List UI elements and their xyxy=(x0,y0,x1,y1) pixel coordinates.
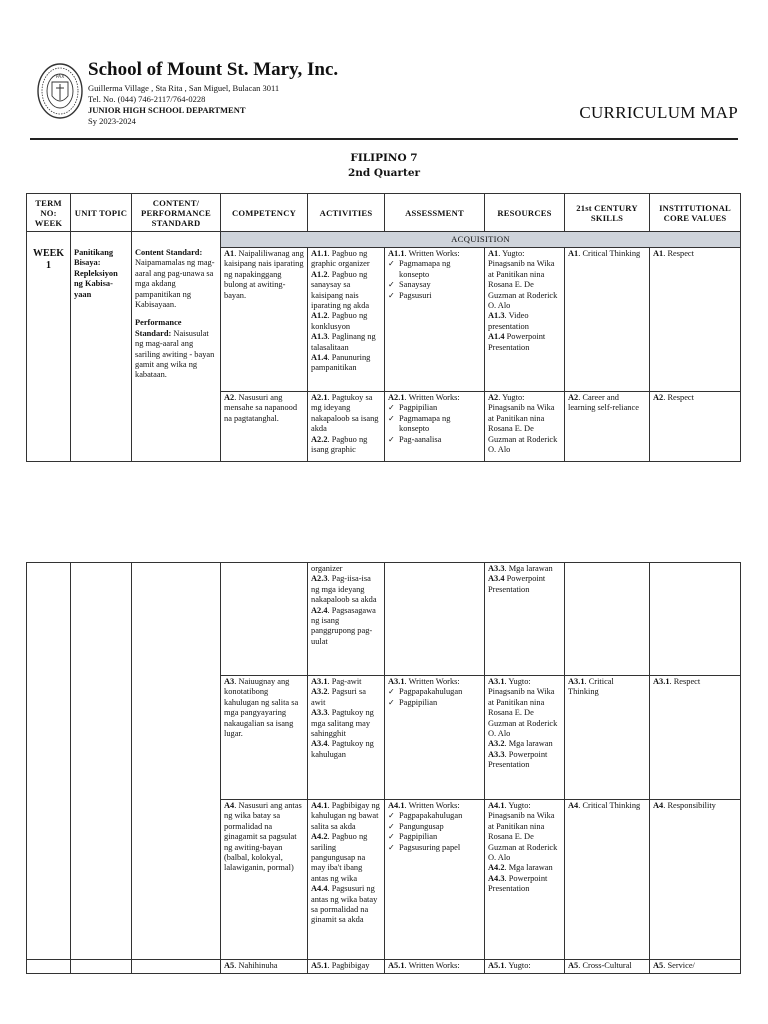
standards-cell xyxy=(132,960,221,974)
table-header-row xyxy=(27,194,741,232)
competency-cell xyxy=(221,563,308,676)
core-values-cell: A1. Respect xyxy=(650,248,741,392)
checklist-item: ✓ Pagpipilian xyxy=(388,698,481,708)
column-header: ACTIVITIES xyxy=(308,194,385,232)
assessment-cell xyxy=(385,563,485,676)
checklist-item: ✓ Pagmamapa ng konsepto xyxy=(388,414,481,435)
resources-cell: A5.1. Yugto: xyxy=(485,960,565,974)
competency-cell: A1. Naipaliliwanag ang kaisipang nais iparating ng napakinggang bulong at awiting-bayan. xyxy=(221,248,308,392)
school-address: Guillerma Village , Sta Rita , San Miguel, Bulacan 3011 xyxy=(88,83,280,93)
resources-cell: A3.1. Yugto: Pinagsanib na Wika at Panitikan nina Rosana E. De Guzman at Roderick O. Alo A3.2. Mga larawan A3.3. Powerpoint Presentation xyxy=(485,676,565,800)
resources-cell: A4.1. Yugto: Pinagsanib na Wika at Panitikan nina Rosana E. De Guzman at Roderick O. Alo A4.2. Mga larawan A4.3. Powerpoint Presentation xyxy=(485,800,565,960)
column-header: ASSESSMENT xyxy=(385,194,485,232)
activities-cell: A3.1. Pag-awit A3.2. Pagsuri sa awit A3.3. Pagtukoy ng mga salitang may sahingghit A3.4. Pagtukoy ng kahulugan xyxy=(308,676,385,800)
column-header: INSTITUTIONAL CORE VALUES xyxy=(650,194,741,232)
column-header: COMPETENCY xyxy=(221,194,308,232)
content-standard-text: Naipamamalas ng mag-aaral ang pag-unawa sa mga akdang pampanitikan ng Kabisayaan. xyxy=(135,258,215,310)
subject-title: FILIPINO 7 xyxy=(350,152,418,164)
week-cell xyxy=(27,563,71,960)
core-values-cell xyxy=(650,563,741,676)
unit-topic-cell xyxy=(71,960,132,974)
week-cell xyxy=(27,960,71,974)
department-name: JUNIOR HIGH SCHOOL DEPARTMENT xyxy=(88,105,246,115)
activities-cell: A1.1. Pagbuo ng graphic organizer A1.2. Pagbuo ng sanaysay sa kaisipang nais iparating ng akda A1.2. Pagbuo ng konklusyon A1.3. Paglinang ng talasalitaan A1.4. Panunuring pampanitikan xyxy=(308,248,385,392)
unit-topic-cell: Panitikang Bisaya: Repleksiyon ng Kabisa-yaan xyxy=(71,232,132,462)
skills-cell xyxy=(565,563,650,676)
assessment-cell: A2.1. Written Works: ✓ Pagpipilian ✓ Pagmamapa ng konsepto ✓ Pag-aanalisa xyxy=(385,392,485,462)
resources-cell: A2. Yugto: Pinagsanib na Wika at Panitikan nina Rosana E. De Guzman at Roderick O. Alo xyxy=(485,392,565,462)
svg-text:PAX: PAX xyxy=(55,75,65,80)
skills-cell: A5. Cross-Cultural xyxy=(565,960,650,974)
header-divider xyxy=(30,138,738,140)
activities-cell: A5.1. Pagbibigay xyxy=(308,960,385,974)
column-header: CONTENT/ PERFORMANCE STANDARD xyxy=(132,194,221,232)
checklist-item: ✓ Pagmamapa ng konsepto xyxy=(388,259,481,280)
curriculum-map-table xyxy=(26,193,741,462)
table-row xyxy=(27,960,741,974)
curriculum-map-table-continued xyxy=(26,562,741,974)
checklist-item: ✓ Pagpapakahulugan xyxy=(388,811,481,821)
column-header: TERM NO: WEEK xyxy=(27,194,71,232)
assessment-cell: A3.1. Written Works: ✓ Pagpapakahulugan ✓ Pagpipilian xyxy=(385,676,485,800)
core-values-cell: A4. Responsibility xyxy=(650,800,741,960)
activities-cell: A2.1. Pagtukoy sa mg ideyang nakapaloob sa isang akda A2.2. Pagbuo ng isang graphic xyxy=(308,392,385,462)
checklist-item: ✓ Pagpapakahulugan xyxy=(388,687,481,697)
resources-cell: A3.3. Mga larawan A3.4 Powerpoint Presentation xyxy=(485,563,565,676)
assessment-cell: A5.1. Written Works: xyxy=(385,960,485,974)
school-name: School of Mount St. Mary, Inc. xyxy=(88,59,339,80)
week-cell: WEEK 1 xyxy=(27,232,71,462)
skills-cell: A3.1. Critical Thinking xyxy=(565,676,650,800)
school-year: Sy 2023-2024 xyxy=(88,116,136,126)
school-logo-icon xyxy=(36,62,84,120)
checklist-item: ✓ Sanaysay xyxy=(388,280,481,290)
core-values-cell: A3.1. Respect xyxy=(650,676,741,800)
unit-topic-cell xyxy=(71,563,132,960)
checklist-item: ✓ Pagpipilian xyxy=(388,403,481,413)
resources-cell: A1. Yugto: Pinagsanib na Wika at Panitikan nina Rosana E. De Guzman at Roderick O. Alo A1.3. Video presentation A1.4 Powerpoint Presentation xyxy=(485,248,565,392)
competency-cell: A3. Naiuugnay ang konotatibong kahulugan ng salita sa mga pangyayaring nakaugalian sa isang lugar. xyxy=(221,676,308,800)
core-values-cell: A5. Service/ xyxy=(650,960,741,974)
content-standard-label: Content Standard: xyxy=(135,248,203,257)
table-row xyxy=(27,563,741,676)
core-values-cell: A2. Respect xyxy=(650,392,741,462)
section-row xyxy=(27,232,741,248)
activities-cell: A4.1. Pagbibigay ng kahulugan ng bawat salita sa akda A4.2. Pagbuo ng sariling pangungusap na may iba't ibang antas ng wika A4.4. Pagsusuri ng antas ng wika batay sa pormalidad na ginamit sa akda xyxy=(308,800,385,960)
assessment-cell: A1.1. Written Works: ✓ Pagmamapa ng konsepto ✓ Sanaysay ✓ Pagsusuri xyxy=(385,248,485,392)
standards-cell xyxy=(132,232,221,462)
document-title: CURRICULUM MAP xyxy=(579,103,738,122)
acquisition-section-label: ACQUISITION xyxy=(221,232,741,248)
checklist-item: ✓ Pag-aanalisa xyxy=(388,435,481,445)
competency-cell: A2. Nasusuri ang mensahe sa napanood na pagtatanghal. xyxy=(221,392,308,462)
checklist-item: ✓ Pagpipilian xyxy=(388,832,481,842)
checklist-item: ✓ Pangungusap xyxy=(388,822,481,832)
standards-cell xyxy=(132,563,221,960)
column-header: UNIT TOPIC xyxy=(71,194,132,232)
column-header: 21st CENTURY SKILLS xyxy=(565,194,650,232)
checklist-item: ✓ Pagsusuri xyxy=(388,291,481,301)
skills-cell: A4. Critical Thinking xyxy=(565,800,650,960)
competency-cell: A4. Nasusuri ang antas ng wika batay sa pormalidad na ginagamit sa pagsulat ng awiting-bayan (balbal, kolokyal, lalawiganin, pormal) xyxy=(221,800,308,960)
skills-cell: A2. Career and learning self-reliance xyxy=(565,392,650,462)
school-telephone: Tel. No. (044) 746-2117/764-0228 xyxy=(88,94,206,104)
quarter-title: 2nd Quarter xyxy=(347,167,421,179)
performance-standard-label: Performance Standard: xyxy=(135,318,182,338)
assessment-cell: A4.1. Written Works: ✓ Pagpapakahulugan ✓ Pangungusap ✓ Pagpipilian ✓ Pagsusuring papel xyxy=(385,800,485,960)
activities-cell: organizer A2.3. Pag-iisa-isa ng mga ideyang nakapaloob sa akda A2.4. Pagsasagawa ng isang panggrupong pag-uulat xyxy=(308,563,385,676)
competency-cell: A5. Nahihinuha xyxy=(221,960,308,974)
column-header: RESOURCES xyxy=(485,194,565,232)
performance-standard-text: Naisusulat ng mag-aaral ang sariling awiting - bayan gamit ang wika ng kabataan. xyxy=(135,328,215,380)
skills-cell: A1. Critical Thinking xyxy=(565,248,650,392)
checklist-item: ✓ Pagsusuring papel xyxy=(388,843,481,853)
